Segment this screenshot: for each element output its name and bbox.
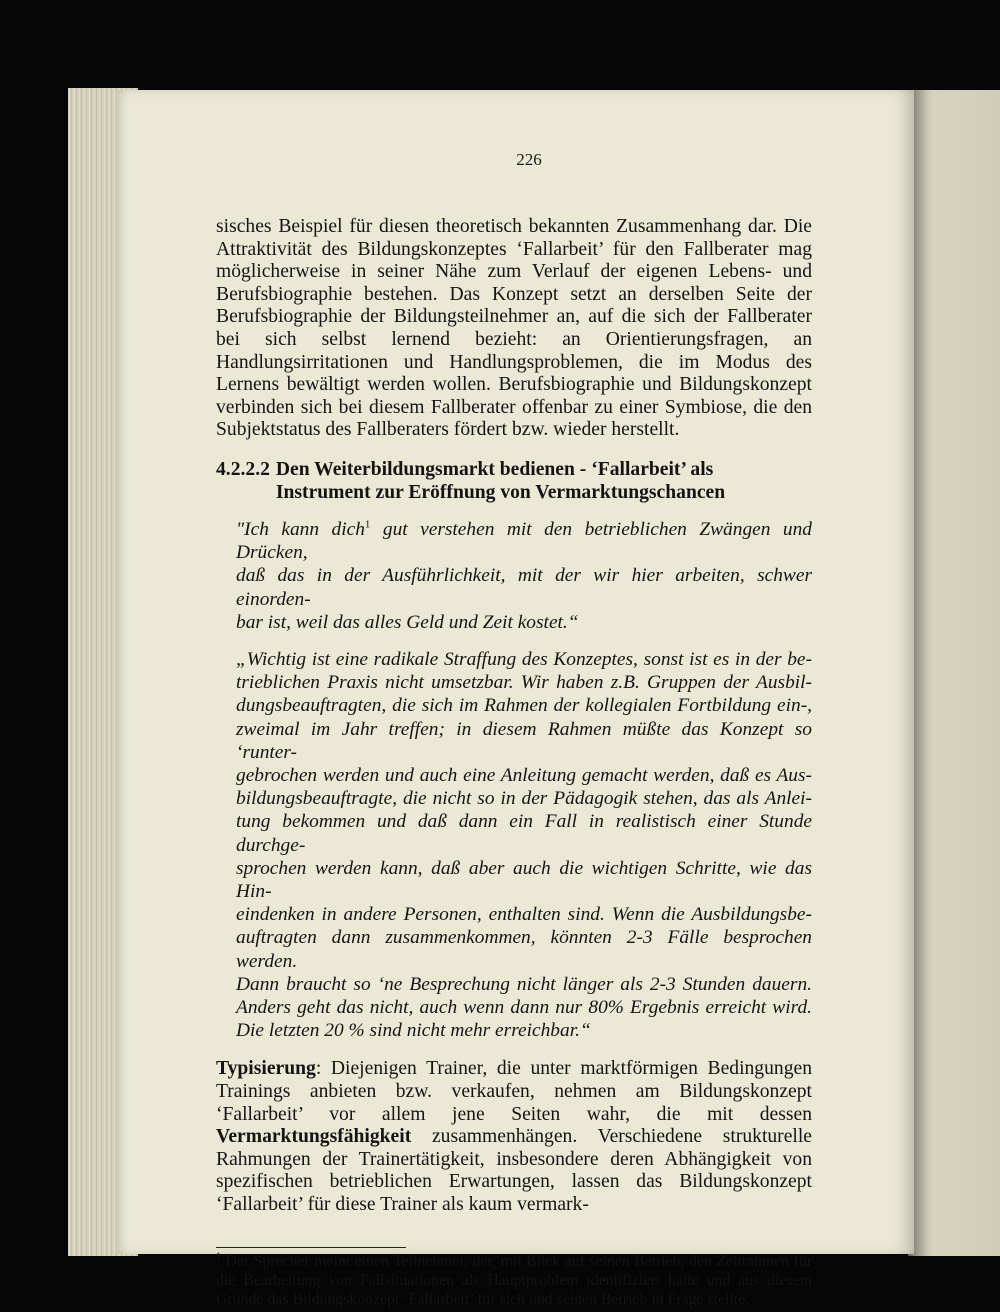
quote-line: gebrochen werden und auch eine Anleitung gemacht werden, daß es Aus- <box>236 764 812 786</box>
footnote-marker: 1 <box>216 1251 221 1263</box>
quote-line: auftragten dann zusammenkommen, könnten 2-3 Fälle besprochen werden. <box>236 927 812 972</box>
quote-line: tung bekommen und daß dann ein Fall in realistisch einer Stunde durchge- <box>236 811 812 856</box>
quote-block-2 <box>236 648 812 1042</box>
quote-line: eindenken in andere Personen, enthalten sind. Wenn die Ausbildungsbe- <box>236 904 812 926</box>
next-page-edge <box>908 90 1000 1256</box>
quote-line: Anders geht das nicht, auch wenn dann nur 80% Ergebnis erreicht wird. <box>236 997 812 1018</box>
quote-line: Dann braucht so ‘ne Besprechung nicht länger als 2-3 Stunden dauern. <box>236 973 812 995</box>
section-heading <box>216 458 812 504</box>
quote-line: bar ist, weil das alles Geld und Zeit kostet.“ <box>236 611 579 633</box>
quote-line: sprochen werden kann, daß aber auch die wichtigen Schritte, wie das Hin- <box>236 857 812 902</box>
quote-line: bildungsbeauftragte, die nicht so in der Pädagogik stehen, das als Anlei- <box>236 788 812 810</box>
book-page <box>118 90 914 1308</box>
footnote: $^1$ Der Sprecher meint einen Teilnehmer, der, mit Blick auf seinen Betrieb, den Zeitrahmen für die Bearbeitung von Fallsituationen als Hauptproblem identifiziert hatte und aus diesem Grunde das Bildungskonzept ‘Fallarbeit’ für sich und seinen Betrieb in Frage stellte. <box>216 1251 812 1308</box>
quote-line: Die letzten 20 % sind nicht mehr erreichbar.“ <box>236 1020 591 1042</box>
section-number: 4.2.2.2 <box>216 458 270 480</box>
footnote-divider <box>216 1247 406 1248</box>
quote-block-1 <box>236 518 812 634</box>
typisierung-label: Typisierung <box>216 1058 316 1080</box>
section-title: Den Weiterbildungsmarkt bedienen - ‘Fallarbeit’ als Instrument zur Eröffnung von Vermarktungschancen <box>275 458 726 503</box>
vermarktung-emphasis: Vermarktungsfähigkeit <box>216 1126 412 1148</box>
quote-line: "Ich kann dich$^1$ gut verstehen mit den betrieblichen Zwängen und Drücken, <box>236 518 812 564</box>
page-content <box>216 216 812 1309</box>
footnote-reference: 1 <box>364 518 371 531</box>
page-number: 226 <box>516 150 542 169</box>
paragraph-typisierung: Typisierung: Diejenigen Trainer, die unter marktförmigen Bedingungen Trainings anbieten bzw. verkaufen, nehmen am Bildungskonzept ‘Fallarbeit’ vor allem jene Seiten wahr, die mit dessen Vermarktungsfähigkeit zusammenhängen. Verschiedene strukturelle Rahmungen der Trainertätigkeit, insbesondere deren Abhängigkeit von spezifischen betrieblichen Erwartungen, lassen das Bildungskonzept ‘Fallarbeit’ für diese Trainer als kaum vermark- <box>216 1058 812 1215</box>
quote-line: trieblichen Praxis nicht umsetzbar. Wir haben z.B. Gruppen der Ausbil- <box>236 672 812 694</box>
quote-line: „Wichtig ist eine radikale Straffung des Konzeptes, sonst ist es in der be- <box>236 648 812 670</box>
paragraph-intro: sisches Beispiel für diesen theoretisch bekannten Zusammenhang dar. Die Attraktivität des Bildungskonzeptes ‘Fallarbeit’ für den Fallberater mag möglicherweise in seiner Nähe zum Verlauf der eigenen Lebens- und Berufsbiographie bestehen. Das Konzept setzt an derselben Seite der Berufsbiographie der Bildungsteilnehmer an, auf die sich der Fallberater bei sich selbst lernend bezieht: an Orientierungsfragen, an Handlungsirritationen und Handlungsproblemen, die im Modus des Lernens bewältigt werden wollen. Berufsbiographie und Bildungskonzept verbinden sich bei diesem Fallberater offenbar zu einer Symbiose, die den Subjektstatus des Fallberaters fördert bzw. wieder herstellt. <box>216 216 812 441</box>
quote-line: daß das in der Ausführlichkeit, mit der wir hier arbeiten, schwer einorden- <box>236 565 812 610</box>
quote-line: dungsbeauftragten, die sich im Rahmen der kollegialen Fortbildung ein-, <box>236 695 812 717</box>
quote-line: zweimal im Jahr treffen; in diesem Rahmen müßte das Konzept so ‘runter- <box>236 718 812 763</box>
